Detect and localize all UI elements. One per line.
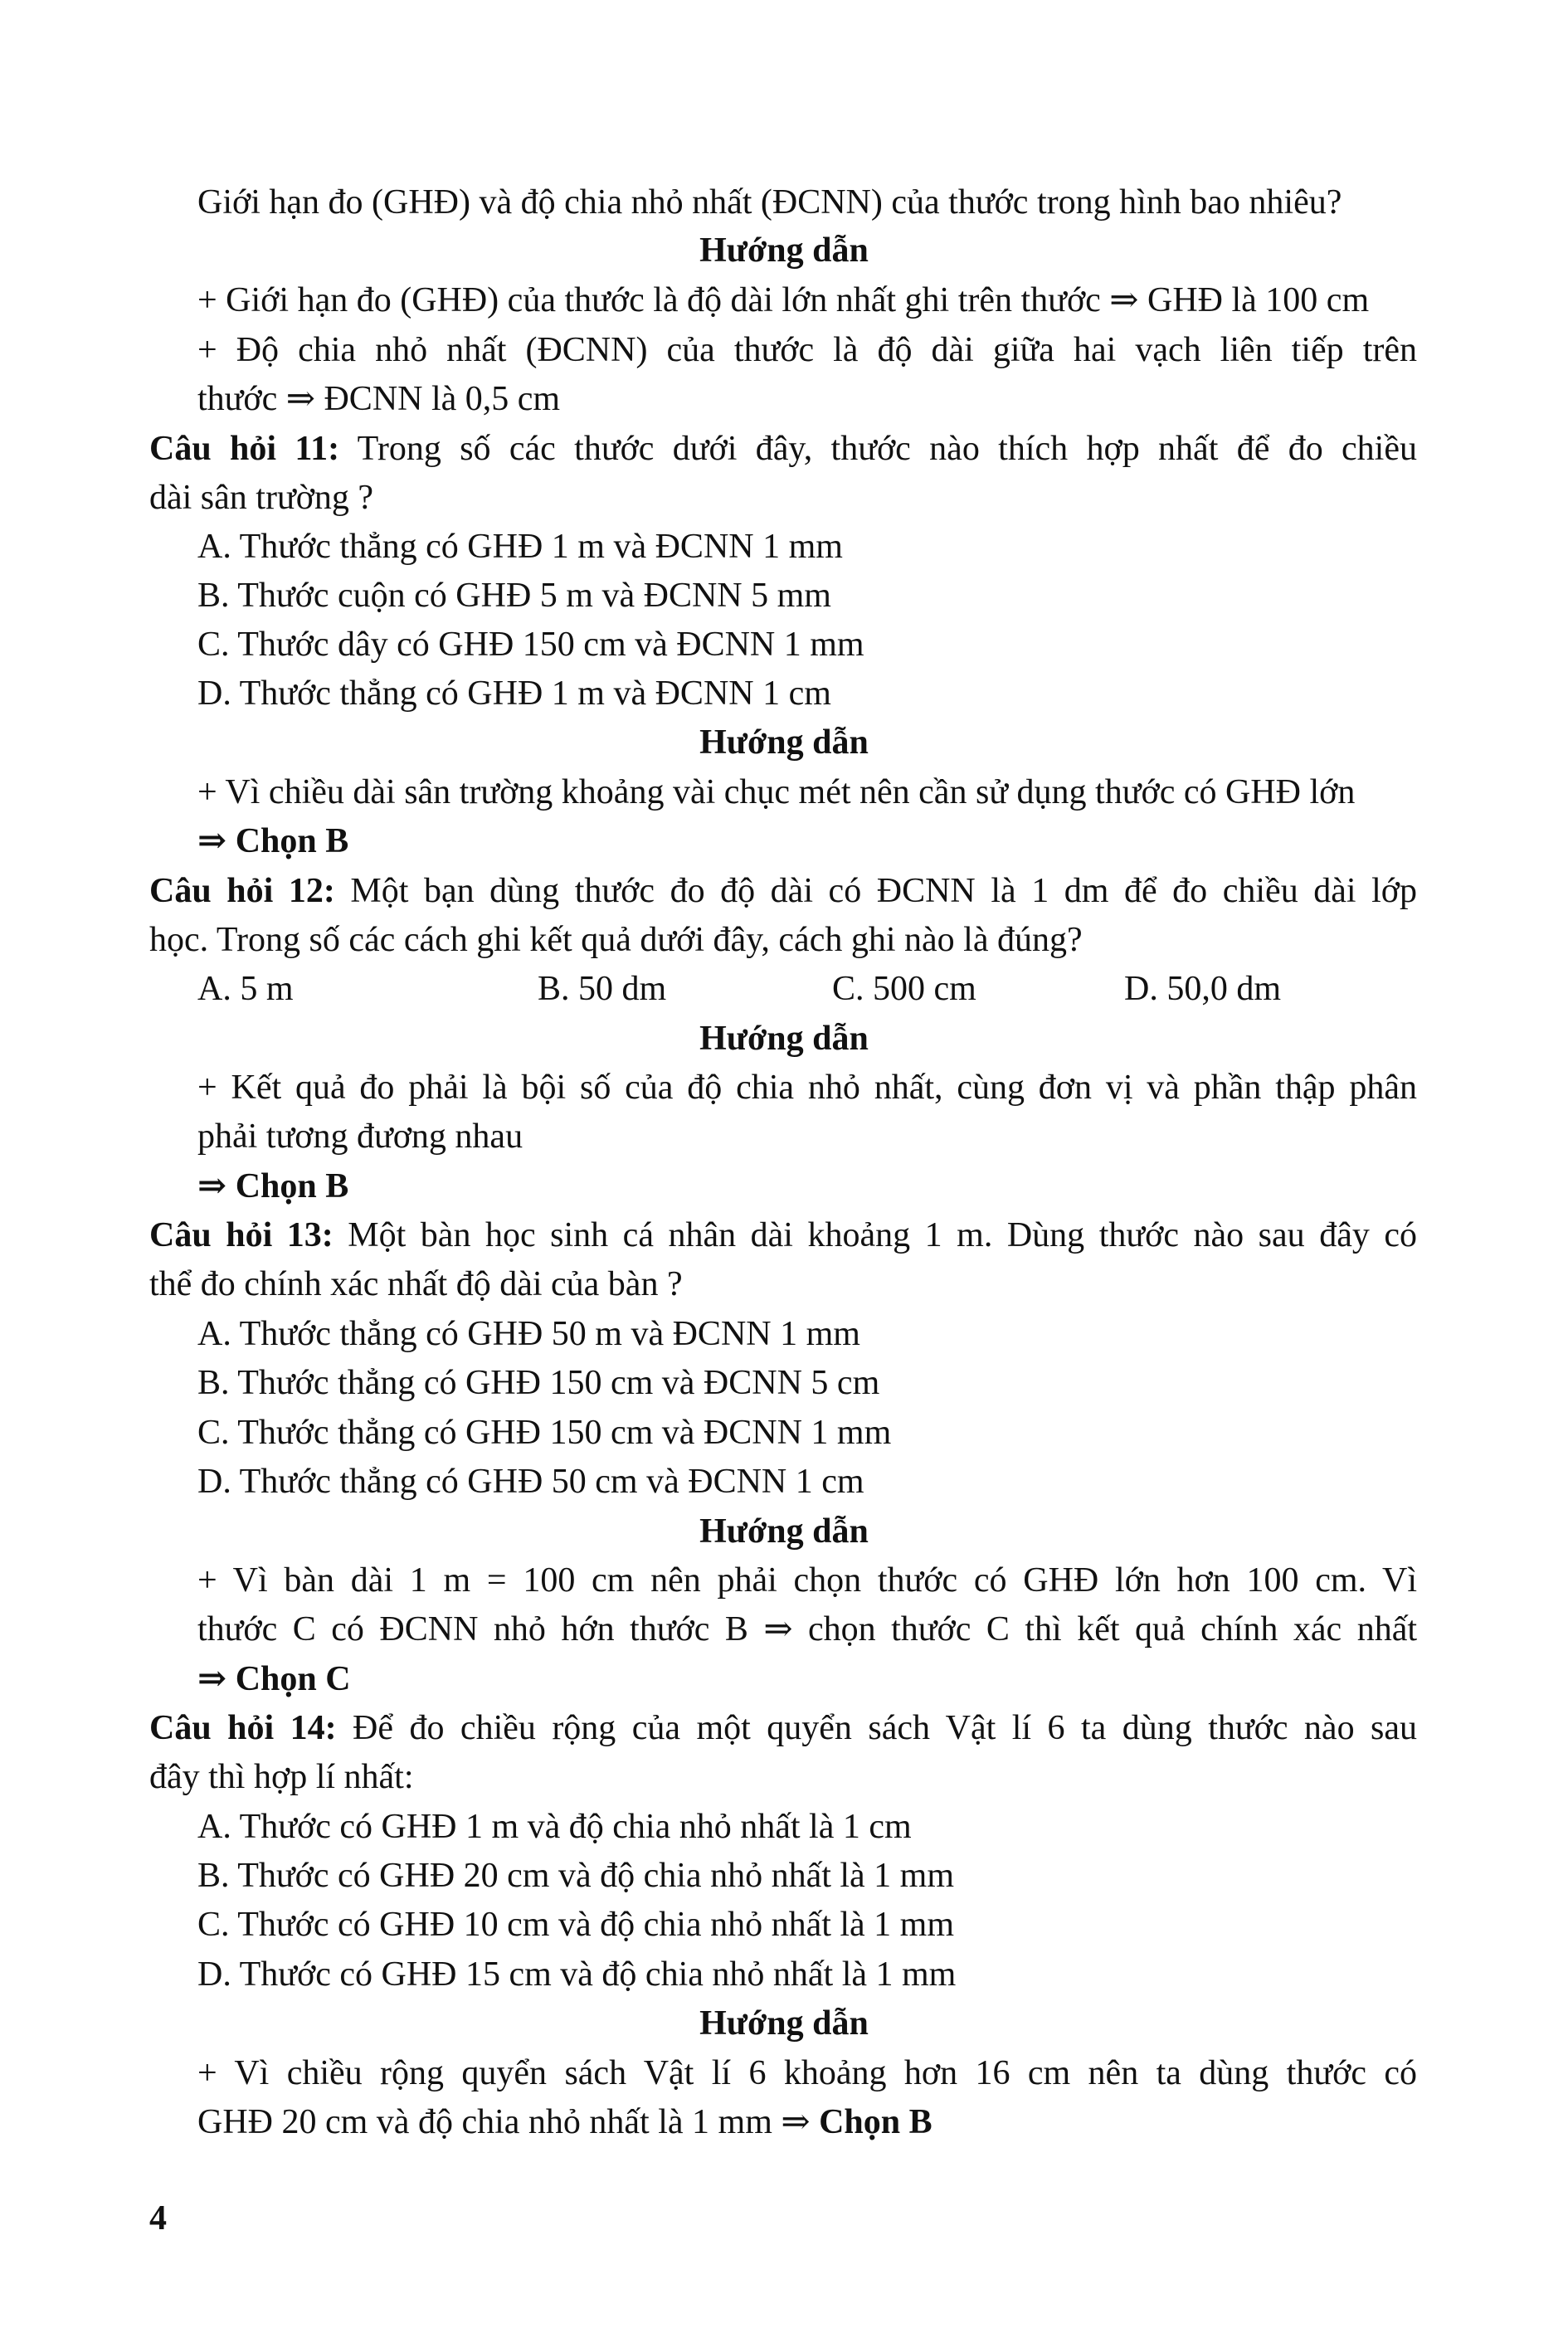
question-text: học. Trong số các cách ghi kết quả dưới đây, cách ghi nào là đúng? <box>149 921 1083 959</box>
option-c: C. Thước dây có GHĐ 150 cm và ĐCNN 1 mm <box>197 626 864 664</box>
guide-line: + Vì chiều rộng quyển sách Vật lí 6 khoảng hơn 16 cm nên ta dùng thước có <box>197 2054 1417 2092</box>
question-11 <box>149 425 1417 474</box>
question-13 <box>149 1211 1417 1260</box>
intro-guide-line: + Giới hạn đo (GHĐ) của thước là độ dài lớn nhất ghi trên thước ⇒ GHĐ là 100 cm <box>197 281 1370 319</box>
question-label: Câu hỏi 12: <box>149 872 335 910</box>
intro-guide-line: + Độ chia nhỏ nhất (ĐCNN) của thước là độ dài giữa hai vạch liên tiếp trên <box>197 331 1417 369</box>
question-text: Trong số các thước dưới đây, thước nào thích hợp nhất để đo chiều <box>339 430 1417 468</box>
guide-line <box>197 2098 933 2147</box>
option-a: A. Thước thẳng có GHĐ 1 m và ĐCNN 1 mm <box>197 528 843 566</box>
guide-heading: Hướng dẫn <box>699 2004 869 2043</box>
option-a: A. Thước thẳng có GHĐ 50 m và ĐCNN 1 mm <box>197 1315 860 1353</box>
guide-line: + Vì bàn dài 1 m = 100 cm nên phải chọn thước có GHĐ lớn hơn 100 cm. Vì <box>197 1561 1417 1600</box>
option-a: A. 5 m <box>197 970 294 1008</box>
answer: ⇒ Chọn C <box>197 1660 351 1698</box>
guide-line: + Vì chiều dài sân trường khoảng vài chục mét nên cần sử dụng thước có GHĐ lớn <box>197 773 1356 811</box>
guide-line: + Kết quả đo phải là bội số của độ chia nhỏ nhất, cùng đơn vị và phần thập phân <box>197 1069 1417 1107</box>
guide-line: thước C có ĐCNN nhỏ hớn thước B ⇒ chọn thước C thì kết quả chính xác nhất <box>197 1610 1417 1648</box>
question-label: Câu hỏi 11: <box>149 430 340 468</box>
option-b: B. Thước cuộn có GHĐ 5 m và ĐCNN 5 mm <box>197 577 831 615</box>
answer: ⇒ Chọn B <box>197 1167 349 1205</box>
option-c: C. Thước có GHĐ 10 cm và độ chia nhỏ nhất là 1 mm <box>197 1906 955 1944</box>
option-b: B. 50 dm <box>538 970 667 1008</box>
answer: Chọn B <box>819 2103 933 2141</box>
option-d: D. Thước thẳng có GHĐ 50 cm và ĐCNN 1 cm <box>197 1463 864 1501</box>
question-text: dài sân trường ? <box>149 479 374 517</box>
intro-guide-line: thước ⇒ ĐCNN là 0,5 cm <box>197 380 561 418</box>
intro-question: Giới hạn đo (GHĐ) và độ chia nhỏ nhất (ĐCNN) của thước trong hình bao nhiêu? <box>197 183 1342 222</box>
guide-heading: Hướng dẫn <box>699 231 869 270</box>
option-a: A. Thước có GHĐ 1 m và độ chia nhỏ nhất là 1 cm <box>197 1808 912 1846</box>
question-text: Một bạn dùng thước đo độ dài có ĐCNN là 1 dm để đo chiều dài lớp <box>334 872 1417 910</box>
question-text: thể đo chính xác nhất độ dài của bàn ? <box>149 1265 683 1303</box>
page-number: 4 <box>149 2199 167 2238</box>
guide-text: GHĐ 20 cm và độ chia nhỏ nhất là 1 mm ⇒ <box>197 2103 820 2141</box>
guide-heading: Hướng dẫn <box>699 1512 869 1551</box>
option-d: D. Thước có GHĐ 15 cm và độ chia nhỏ nhất là 1 mm <box>197 1955 957 1994</box>
option-c: C. 500 cm <box>832 970 976 1008</box>
guide-heading: Hướng dẫn <box>699 1020 869 1058</box>
question-label: Câu hỏi 13: <box>149 1216 334 1254</box>
option-d: D. Thước thẳng có GHĐ 1 m và ĐCNN 1 cm <box>197 674 831 713</box>
option-b: B. Thước thẳng có GHĐ 150 cm và ĐCNN 5 cm <box>197 1364 880 1402</box>
question-text: Để đo chiều rộng của một quyển sách Vật lí 6 ta dùng thước nào sau <box>336 1709 1418 1747</box>
option-d: D. 50,0 dm <box>1124 970 1281 1008</box>
guide-line: phải tương đương nhau <box>197 1118 523 1156</box>
answer: ⇒ Chọn B <box>197 822 349 860</box>
option-b: B. Thước có GHĐ 20 cm và độ chia nhỏ nhất là 1 mm <box>197 1857 955 1895</box>
guide-heading: Hướng dẫn <box>699 723 869 762</box>
question-14 <box>149 1704 1417 1753</box>
question-text: đây thì hợp lí nhất: <box>149 1758 414 1796</box>
question-12 <box>149 867 1417 916</box>
option-c: C. Thước thẳng có GHĐ 150 cm và ĐCNN 1 mm <box>197 1414 892 1452</box>
question-text: Một bàn học sinh cá nhân dài khoảng 1 m. Dùng thước nào sau đây có <box>333 1216 1417 1254</box>
question-label: Câu hỏi 14: <box>149 1709 337 1747</box>
